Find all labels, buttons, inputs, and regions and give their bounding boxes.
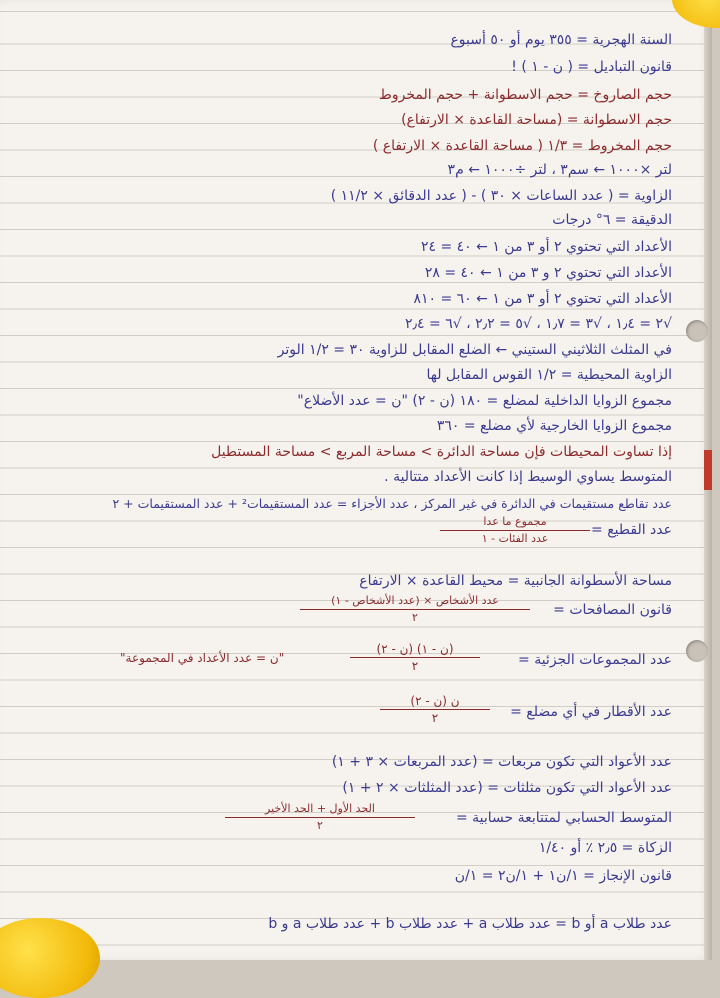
note-line: مجموع الزوايا الداخلية لمضلع = ١٨٠ (ن - ٢) "ن = عدد الأضلاع" [297, 393, 672, 409]
note-line: حجم الاسطوانة = (مساحة القاعدة × الارتفاع) [401, 112, 672, 128]
note-line: حجم المخروط = ١/٣ ( مساحة القاعدة × الارتفاع ) [372, 138, 672, 154]
note-line: في المثلث الثلاثيني الستيني ← الضلع المقابل للزاوية ٣٠ = ١/٢ الوتر [277, 342, 672, 358]
fraction-numerator: عدد الأشخاص × (عدد الأشخاص - ١) [300, 594, 530, 610]
note-line: مجموع الزوايا الخارجية لأي مضلع = ٣٦٠ [436, 418, 672, 434]
note-line: الزاوية المحيطية = ١/٢ القوس المقابل لها [426, 367, 672, 383]
note-line: إذا تساوت المحيطات فإن مساحة الدائرة > مساحة المربع > مساحة المستطيل [211, 444, 672, 460]
binder-hole [686, 320, 708, 342]
fraction-numerator: مجموع ما عدا [440, 515, 590, 531]
note-line: عدد الأعواد التي تكون مثلثات = (عدد المثلثات × ٢ + ١) [342, 780, 672, 796]
note-line: الأعداد التي تحتوي ٢ أو ٣ من ١ ← ٦٠ = ٨١٠ [413, 291, 672, 307]
note-line: عدد المجموعات الجزئية = [518, 652, 672, 668]
fraction-numerator: (ن - ١) (ن - ٢) [350, 642, 480, 658]
fraction-denominator: ٢ [411, 659, 419, 673]
fraction-denominator: عدد الفئات - ١ [481, 532, 549, 545]
subsets-note: "ن = عدد الأعداد في المجموعة" [120, 651, 285, 665]
note-line: √٢ = ١٫٤ ، √٣ = ١٫٧ ، √٥ = ٢٫٢ ، √٦ = ٢٫٤ [404, 316, 672, 332]
binder-hole [686, 640, 708, 662]
handshakes-fraction [300, 594, 530, 625]
note-line: عدد تقاطع مستقيمات في الدائرة في غير المركز ، عدد الأجزاء = عدد المستقيمات² + عدد المستقيمات + ٢ [112, 496, 672, 511]
fraction-denominator: ٢ [412, 611, 418, 624]
diagonals-fraction [380, 694, 490, 725]
note-line: قانون الإنجاز = ١/ن١ + ١/ن٢ = ١/ن [454, 868, 672, 884]
red-tape-strip [704, 450, 712, 490]
note-line: المتوسط يساوي الوسيط إذا كانت الأعداد متتالية . [384, 469, 672, 485]
note-line: الزكاة = ٢٫٥ ٪ أو ١/٤٠ [538, 840, 672, 856]
note-line: حجم الصاروخ = حجم الاسطوانة + حجم المخروط [378, 87, 672, 103]
note-line: لتر ×١٠٠٠ ← سم٣ ، لتر ÷١٠٠٠ ← م٣ [447, 162, 672, 178]
herd-fraction [440, 515, 590, 546]
subsets-fraction [350, 642, 480, 673]
note-line: المتوسط الحسابي لمتتابعة حسابية = [455, 810, 672, 826]
note-line: الزاوية = ( عدد الساعات × ٣٠ ) - ( عدد الدقائق × ١١/٢ ) [330, 188, 672, 204]
fraction-denominator: ٢ [317, 819, 323, 832]
note-line: الدقيقة = ٦° درجات [552, 212, 672, 228]
mean-fraction [225, 802, 415, 833]
note-line: عدد الأقطار في أي مضلع = [510, 704, 672, 720]
note-line: قانون المصافحات = [553, 602, 672, 618]
fraction-numerator: ن (ن - ٢) [380, 694, 490, 710]
note-line: قانون التباديل = ( ن - ١ ) ! [511, 59, 672, 75]
note-line: مساحة الأسطوانة الجانبية = محيط القاعدة × الارتفاع [359, 573, 672, 589]
note-line: السنة الهجرية = ٣٥٥ يوم أو ٥٠ أسبوع [450, 32, 672, 48]
note-line: الأعداد التي تحتوي ٢ و ٣ من ١ ← ٤٠ = ٢٨ [424, 265, 672, 281]
note-line: عدد طلاب a أو b = عدد طلاب a + عدد طلاب b + عدد طلاب a و b [268, 916, 672, 932]
note-line: عدد القطيع = [591, 522, 672, 538]
fraction-numerator: الحد الأول + الحد الأخير [225, 802, 415, 818]
note-line: عدد الأعواد التي تكون مربعات = (عدد المربعات × ٣ + ١) [331, 754, 672, 770]
fraction-denominator: ٢ [431, 711, 439, 725]
note-line: الأعداد التي تحتوي ٢ أو ٣ من ١ ← ٤٠ = ٢٤ [420, 239, 672, 255]
